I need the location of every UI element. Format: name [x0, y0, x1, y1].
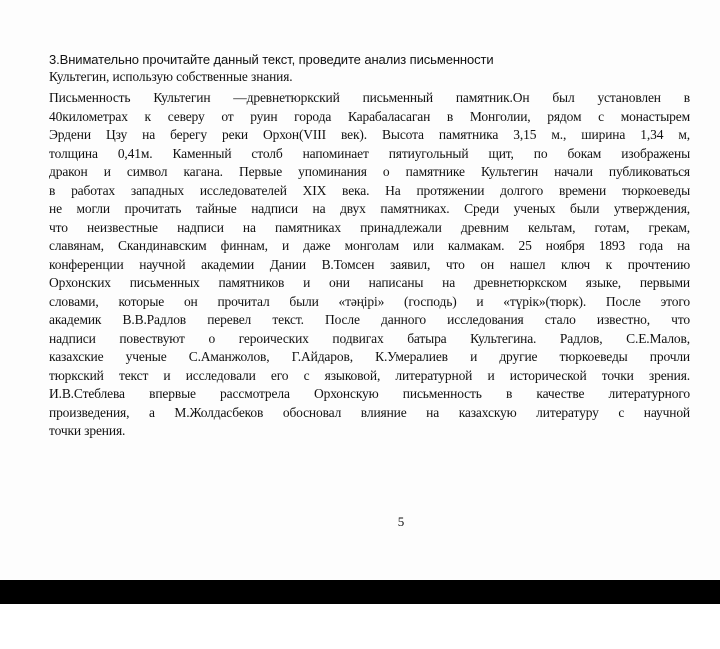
text-line: И.В.Стеблева впервые рассмотрела Орхонскую письменность в качестве литературного: [49, 386, 690, 401]
text-line: что неизвестные надписи на памятниках принадлежали древним кельтам, готам, грекам,: [49, 219, 690, 235]
bottom-bar: [0, 580, 720, 604]
text-line: Эрдени Цзу на берегу реки Орхон(VIII век). Высота памятника 3,15 м., ширина 1,34 м,: [49, 127, 690, 142]
text-line: точки зрения.: [49, 423, 126, 438]
text-line: конференции научной академии Дании В.Томсен заявил, что он нашел ключ к прочтению: [49, 256, 690, 272]
text-line: 40километрах к северу от руин города Карабаласаган в Монголии, рядом с монастырем: [49, 108, 690, 124]
text-line: Орхонских письменных памятников и они написаны на древнетюркском языке, первыми: [49, 275, 690, 290]
task-heading-line-1: 3.Внимательно прочитайте данный текст, проведите анализ письменности: [49, 52, 494, 67]
text-line: дракон и символ кагана. Первые упоминания о памятнике Культегин начали публиковаться: [49, 164, 690, 179]
text-line: толщина 0,41м. Каменный столб напоминает пятиугольный щит, по бокам изображены: [49, 145, 690, 161]
text-line: словами, которые он прочитал были «тәңірі» (господь) и «түрік»(тюрк). После этого: [49, 293, 690, 309]
text-line: надписи повествуют о героических подвигах батыра Культегина. Радлов, С.Е.Малов,: [49, 330, 690, 346]
page-number: 5: [397, 514, 405, 529]
task-heading-line-2: Культегин, использую собственные знания.: [49, 69, 293, 84]
text-line: произведения, а М.Жолдасбеков обосновал влияние на казахскую литературу с научной: [49, 404, 690, 420]
text-line: в работах западных исследователей XIX века. На протяжении долгого времени тюркоеведы: [49, 182, 690, 198]
body-text: [49, 89, 690, 441]
text-line: не могли прочитать тайные надписи на двух памятниках. Среди ученых были утверждения,: [49, 201, 690, 216]
text-line: тюркский текст и исследовали его с языковой, литературной и исторической точки зрения.: [49, 367, 690, 383]
bottom-margin: [0, 604, 720, 649]
text-line: Письменность Культегин —древнетюркский письменный памятник.Он был установлен в: [49, 90, 690, 105]
text-line: академик В.В.Радлов перевел текст. После данного исследования стало известно, что: [49, 312, 690, 327]
text-line: казахские ученые С.Аманжолов, Г.Айдаров, К.Умералиев и другие тюркоеведы прочли: [49, 349, 690, 364]
text-line: славянам, Скандинавским финнам, и даже монголам или калмакам. 25 ноября 1893 года на: [49, 238, 690, 253]
